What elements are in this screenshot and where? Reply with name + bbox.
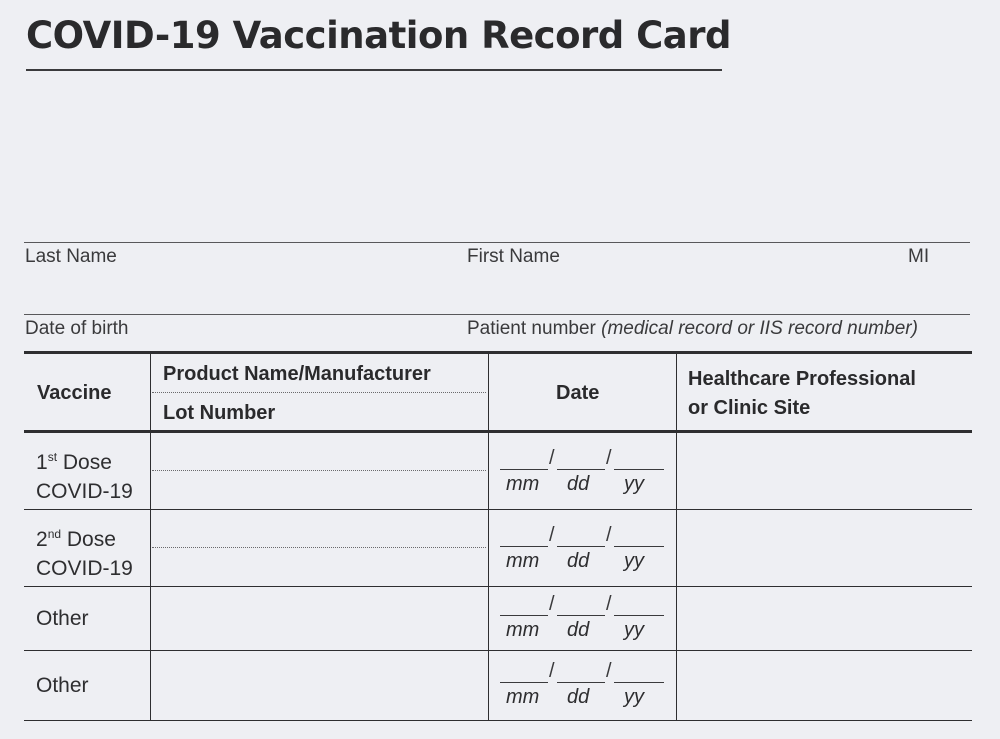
product-lot-divider <box>152 547 486 548</box>
dose-ordinal-suffix: st <box>47 450 58 464</box>
header-date: Date <box>556 382 600 404</box>
table-row <box>24 433 972 510</box>
date-field[interactable]: / / mm dd yy <box>490 587 674 650</box>
dose-word: Dose <box>62 451 112 474</box>
product-field[interactable] <box>152 510 486 546</box>
vaccine-name <box>36 443 133 506</box>
date-yy-label: yy <box>624 619 644 641</box>
table-header <box>24 354 972 433</box>
header-lot: Lot Number <box>163 402 276 424</box>
clinic-field[interactable] <box>678 510 972 586</box>
mi-label: MI <box>908 246 930 267</box>
dose-ordinal: 1 <box>36 451 48 474</box>
vaccine-name <box>36 520 133 583</box>
header-divider <box>152 392 486 393</box>
lot-field[interactable] <box>152 549 486 585</box>
patient-number-text: Patient number <box>467 318 596 339</box>
title-underline <box>26 69 722 71</box>
vaccine-label: COVID-19 <box>36 480 133 503</box>
date-mm-label: mm <box>506 473 540 495</box>
date-dd-label: dd <box>567 473 590 495</box>
name-line[interactable] <box>24 242 970 243</box>
clinic-field[interactable] <box>678 587 972 650</box>
header-product: Product Name/Manufacturer <box>163 363 431 385</box>
date-mm-label: mm <box>506 686 540 708</box>
clinic-field[interactable] <box>678 651 972 720</box>
date-dd-label: dd <box>567 550 590 572</box>
product-lot-divider <box>152 470 486 471</box>
date-dd-label: dd <box>567 686 590 708</box>
vaccine-label: COVID-19 <box>36 557 133 580</box>
date-field[interactable]: / / mm dd yy <box>490 651 674 720</box>
date-field[interactable]: / / mm dd yy <box>490 433 674 509</box>
header-vaccine: Vaccine <box>37 382 112 404</box>
lot-field[interactable] <box>152 472 486 508</box>
vaccine-label: Other <box>36 674 89 697</box>
vaccine-label: Other <box>36 607 89 630</box>
dob-label: Date of birth <box>25 318 129 339</box>
table-row <box>24 587 972 651</box>
vaccination-table <box>24 351 972 721</box>
dob-line[interactable] <box>24 314 970 315</box>
product-field[interactable] <box>152 587 486 650</box>
date-yy-label: yy <box>624 550 644 572</box>
table-row <box>24 651 972 721</box>
date-yy-label: yy <box>624 473 644 495</box>
table-row <box>24 510 972 587</box>
last-name-label: Last Name <box>25 246 117 267</box>
date-dd-label: dd <box>567 619 590 641</box>
first-name-label: First Name <box>467 246 560 267</box>
product-field[interactable] <box>152 433 486 469</box>
date-mm-label: mm <box>506 550 540 572</box>
product-field[interactable] <box>152 651 486 720</box>
dose-ordinal: 2 <box>36 528 48 551</box>
dose-word: Dose <box>66 528 116 551</box>
header-healthcare-line1: Healthcare Professional <box>688 368 916 390</box>
patient-number-label <box>467 318 918 340</box>
patient-number-hint: (medical record or IIS record number) <box>601 318 918 339</box>
date-yy-label: yy <box>624 686 644 708</box>
dose-ordinal-suffix: nd <box>47 527 62 541</box>
clinic-field[interactable] <box>678 433 972 509</box>
date-mm-label: mm <box>506 619 540 641</box>
header-healthcare-line2: or Clinic Site <box>688 397 811 419</box>
date-field[interactable]: / / mm dd yy <box>490 510 674 586</box>
card-title: COVID-19 Vaccination Record Card <box>26 14 731 57</box>
